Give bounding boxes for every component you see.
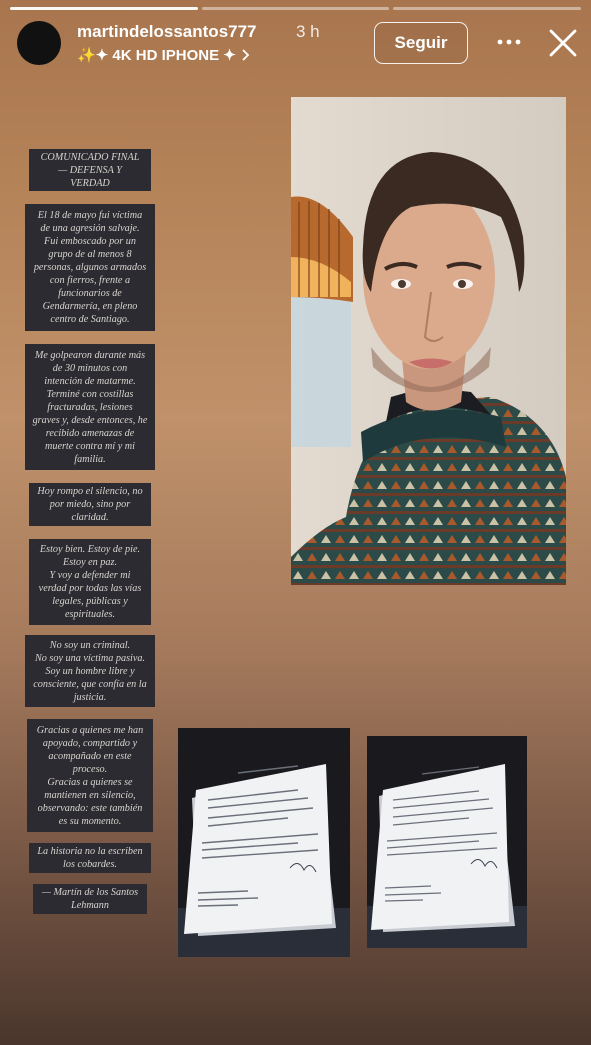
progress-segment — [393, 7, 581, 10]
progress-segment — [10, 7, 198, 10]
statement-paragraph-4: Estoy bien. Estoy de pie. Estoy en paz. Y voy a defender mi verdad por todas las vías legales, públicas y espirituales. — [29, 539, 151, 625]
statement-paragraph-1: El 18 de mayo fui víctima de una agresión salvaje. Fui emboscado por un grupo de al menos 8 personas, algunos armados con fierros, frente a funcionarios de Gendarmería, en pleno centro de Santiago. — [25, 204, 155, 331]
post-time: 3 h — [296, 22, 320, 41]
username[interactable]: martindelossantos777 — [77, 22, 257, 41]
close-icon[interactable] — [548, 28, 578, 58]
statement-title: COMUNICADO FINAL — DEFENSA Y VERDAD — [29, 149, 151, 191]
statement-signature: — Martín de los Santos Lehmann — [33, 884, 147, 914]
statement-paragraph-2: Me golpearon durante más de 30 minutos con intención de matarme. Terminé con costillas fracturadas, lesiones graves y, desde entonces, he recibido amenazas de muerte contra mí y mi familia. — [25, 344, 155, 470]
document-photo-1 — [178, 728, 350, 957]
selfie-photo — [291, 97, 566, 585]
statement-paragraph-3: Hoy rompo el silencio, no por miedo, sino por claridad. — [29, 483, 151, 526]
more-icon[interactable] — [495, 32, 523, 52]
story-progress-bar — [10, 7, 581, 10]
music-label: ✨✦ 4K HD IPHONE ✦ — [77, 47, 236, 64]
document-photo-2 — [367, 736, 527, 948]
avatar[interactable] — [17, 21, 61, 65]
chevron-right-icon — [240, 48, 252, 62]
music-label-link[interactable] — [77, 46, 252, 64]
statement-paragraph-7: La historia no la escriben los cobardes. — [29, 843, 151, 873]
progress-segment — [202, 7, 390, 10]
statement-paragraph-5: No soy un criminal. No soy una víctima pasiva. Soy un hombre libre y consciente, que confía en la justicia. — [25, 635, 155, 707]
statement-paragraph-6: Gracias a quienes me han apoyado, compartido y acompañado en este proceso. Gracias a quienes se mantienen en silencio, observando: este también es su momento. — [27, 719, 153, 832]
follow-button[interactable]: Seguir — [374, 22, 468, 64]
